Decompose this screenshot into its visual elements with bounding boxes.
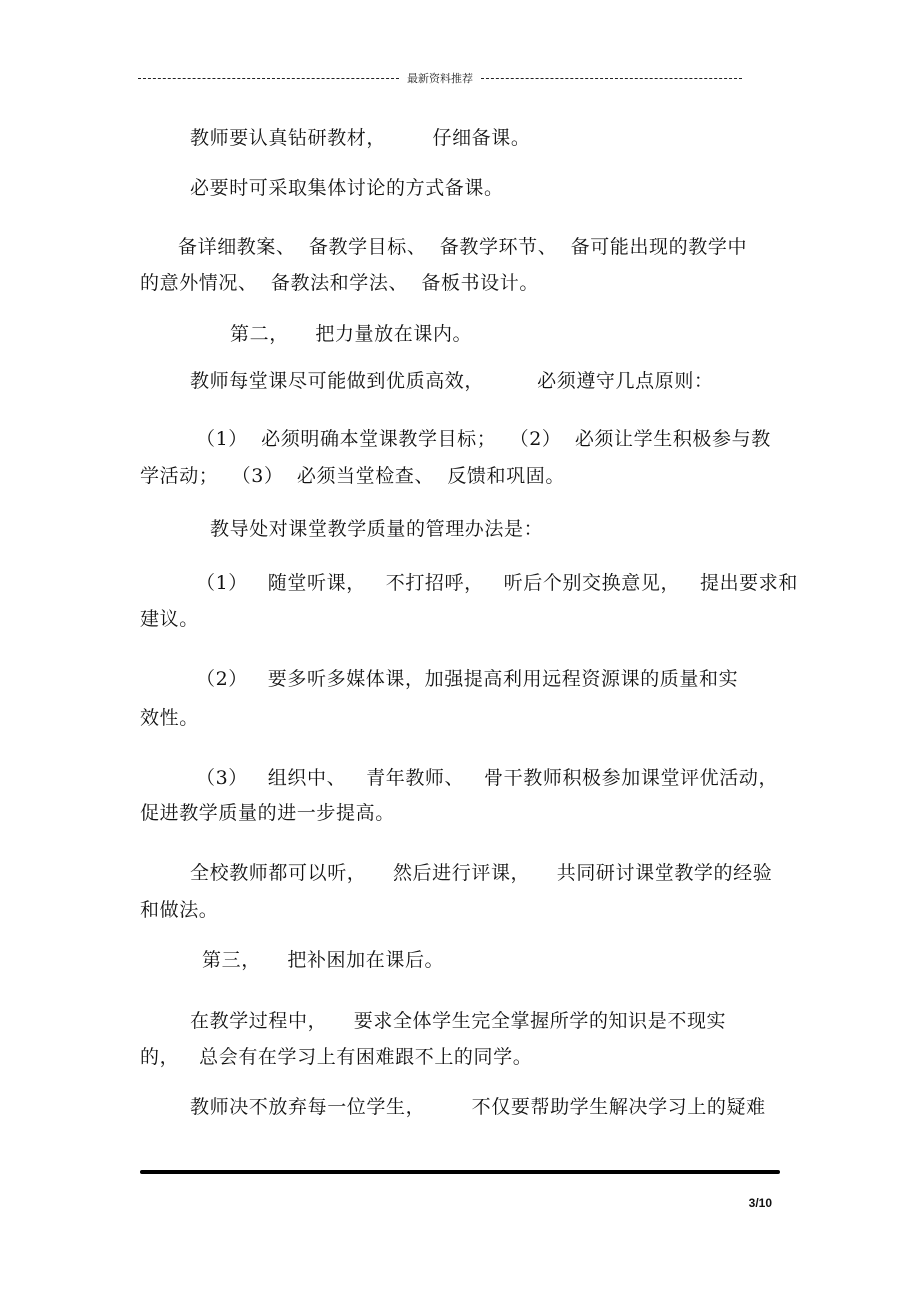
header-title: 最新资料推荐 xyxy=(407,72,473,85)
header-dash-right xyxy=(481,78,742,79)
text-line: 全校教师都可以听， 然后进行评课， 共同研讨课堂教学的经验 xyxy=(190,862,773,884)
page-number: 3/10 xyxy=(748,1196,772,1210)
text-line: 的意外情况、 备教法和学法、 备板书设计。 xyxy=(140,272,539,294)
text-line: 效性。 xyxy=(140,707,199,729)
text-line: 学活动； （3） 必须当堂检查、 反馈和巩固。 xyxy=(140,465,565,487)
text-line: 促进教学质量的进一步提高。 xyxy=(140,802,395,824)
section-heading: 第二， 把力量放在课内。 xyxy=(230,323,473,345)
text-line: 建议。 xyxy=(140,608,199,630)
text-line: 教师决不放弃每一位学生， 不仅要帮助学生解决学习上的疑难 xyxy=(190,1096,766,1118)
section-heading: 第三， 把补困加在课后。 xyxy=(202,949,445,971)
page-header xyxy=(138,68,742,88)
text-line: （1） 随堂听课， 不打招呼， 听后个别交换意见， 提出要求和 xyxy=(196,572,798,594)
header-dash-left xyxy=(138,78,399,79)
text-line: 必要时可采取集体讨论的方式备课。 xyxy=(190,177,504,199)
text-line: （1） 必须明确本堂课教学目标； （2） 必须让学生积极参与教 xyxy=(196,428,771,450)
text-line: 教导处对课堂教学质量的管理办法是： xyxy=(210,518,544,540)
footer-rule xyxy=(140,1170,780,1174)
text-line: （3） 组织中、 青年教师、 骨干教师积极参加课堂评优活动， xyxy=(196,767,779,789)
text-line: 和做法。 xyxy=(140,899,219,921)
text-line: 在教学过程中， 要求全体学生完全掌握所学的知识是不现实 xyxy=(190,1010,727,1032)
text-line: 备详细教案、 备教学目标、 备教学环节、 备可能出现的教学中 xyxy=(178,236,748,258)
text-line: （2） 要多听多媒体课，加强提高利用远程资源课的质量和实 xyxy=(196,668,739,690)
text-line: 教师每堂课尽可能做到优质高效， 必须遵守几点原则： xyxy=(190,370,714,392)
text-line: 教师要认真钻研教材， 仔细备课。 xyxy=(190,127,531,149)
text-line: 的， 总会有在学习上有困难跟不上的同学。 xyxy=(140,1046,533,1068)
